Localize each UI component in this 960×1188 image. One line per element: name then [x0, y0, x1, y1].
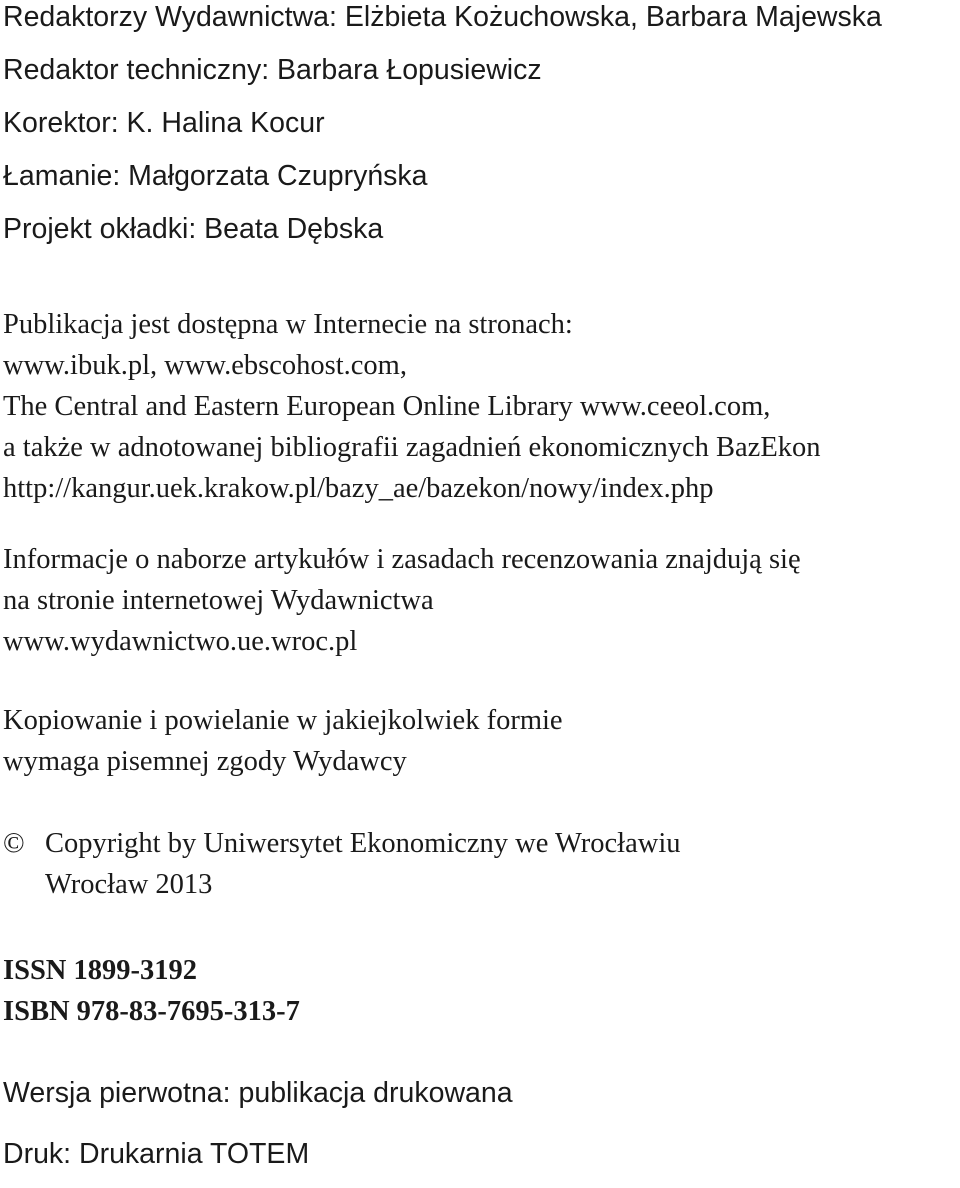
printer-note [3, 1134, 957, 1174]
submission-line: www.wydawnictwo.ue.wroc.pl [3, 626, 358, 657]
editorial-credits [3, 0, 957, 265]
identifiers [3, 951, 957, 1033]
isbn: ISBN 978-83-7695-313-7 [3, 996, 300, 1027]
credit-typesetting: Łamanie: Małgorzata Czupryńska [3, 160, 428, 192]
copyright-line: Copyright by Uniwersytet Ekonomiczny we Wrocławiu [45, 828, 681, 859]
availability-line: http://kangur.uek.krakow.pl/bazy_ae/bazekon/nowy/index.php [3, 473, 714, 504]
copyright-icon: © [3, 828, 25, 859]
submission-info [3, 540, 957, 663]
credit-technical-editor: Redaktor techniczny: Barbara Łopusiewicz [3, 54, 542, 86]
availability-line: Publikacja jest dostępna w Internecie na stronach: [3, 309, 573, 340]
imprint-page [3, 0, 957, 1174]
version-note [3, 1073, 957, 1113]
credit-cover-design: Projekt okładki: Beata Dębska [3, 213, 384, 245]
printer-line: Druk: Drukarnia TOTEM [3, 1138, 310, 1170]
copyright-block [3, 824, 957, 906]
submission-line: Informacje o naborze artykułów i zasadach recenzowania znajdują się [3, 544, 801, 575]
submission-line: na stronie internetowej Wydawnictwa [3, 585, 434, 616]
copying-line: Kopiowanie i powielanie w jakiejkolwiek formie [3, 705, 563, 736]
online-availability [3, 305, 957, 510]
issn: ISSN 1899-3192 [3, 955, 197, 986]
credit-proofreader: Korektor: K. Halina Kocur [3, 107, 325, 139]
credit-publishing-editors: Redaktorzy Wydawnictwa: Elżbieta Kożuchowska, Barbara Majewska [3, 1, 882, 33]
availability-line: a także w adnotowanej bibliografii zagadnień ekonomicznych BazEkon [3, 432, 821, 463]
copyright-line: Wrocław 2013 [45, 869, 213, 900]
copying-notice [3, 701, 957, 783]
version-line: Wersja pierwotna: publikacja drukowana [3, 1077, 513, 1109]
copying-line: wymaga pisemnej zgody Wydawcy [3, 746, 407, 777]
availability-line: www.ibuk.pl, www.ebscohost.com, [3, 350, 407, 381]
availability-line: The Central and Eastern European Online Library www.ceeol.com, [3, 391, 771, 422]
